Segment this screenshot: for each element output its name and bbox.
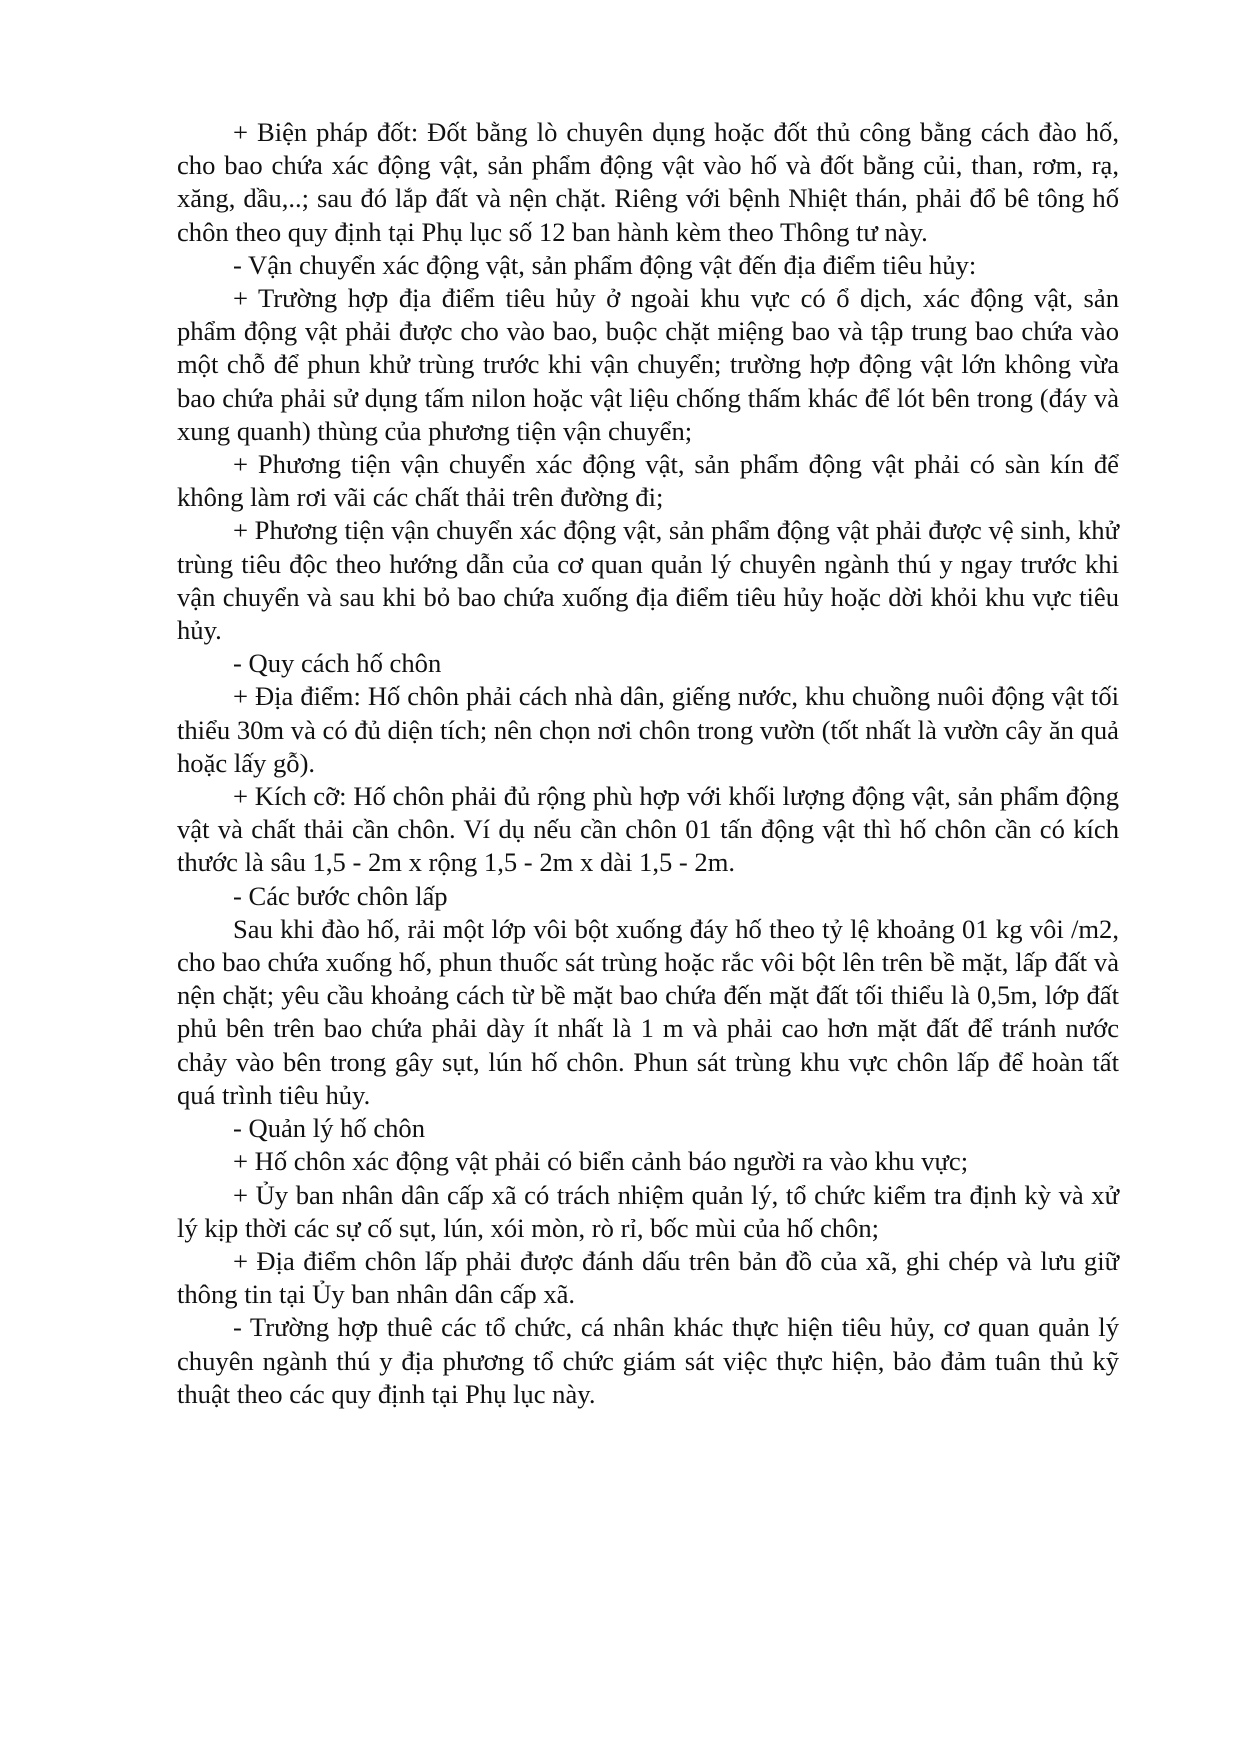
paragraph-map-marking: + Địa điểm chôn lấp phải được đánh dấu trên bản đồ của xã, ghi chép và lưu giữ thông tin tại Ủy ban nhân dân cấp xã.	[177, 1245, 1119, 1310]
paragraph-burial-steps-heading: - Các bước chôn lấp	[233, 880, 448, 911]
paragraph-vehicle-disinfection: + Phương tiện vận chuyển xác động vật, sản phẩm động vật phải được vệ sinh, khử trùng tiêu độc theo hướng dẫn của cơ quan quản lý chuyên ngành thú y ngay trước khi vận chuyển và sau khi bỏ bao chứa xuống địa điểm tiêu hủy hoặc dời khỏi khu vực tiêu hủy.	[177, 515, 1119, 646]
paragraph-transport-outside-area: + Trường hợp địa điểm tiêu hủy ở ngoài khu vực có ổ dịch, xác động vật, sản phẩm động vật phải được cho vào bao, buộc chặt miệng bao và tập trung bao chứa vào một chỗ để phun khử trùng trước khi vận chuyển; trường hợp động vật lớn không vừa bao chứa phải sử dụng tấm nilon hoặc vật liệu chống thấm khác để lót bên trong (đáy và xung quanh) thùng của phương tiện vận chuyển;	[177, 283, 1119, 446]
paragraph-vehicle-sealed-floor: + Phương tiện vận chuyển xác động vật, sản phẩm động vật phải có sàn kín để không làm rơi vãi các chất thải trên đường đi;	[177, 449, 1119, 513]
paragraph-warning-sign: + Hố chôn xác động vật phải có biển cảnh báo người ra vào khu vực;	[233, 1146, 969, 1177]
paragraph-burial-steps: Sau khi đào hố, rải một lớp vôi bột xuống đáy hố theo tỷ lệ khoảng 01 kg vôi /m2, cho bao chứa xuống hố, phun thuốc sát trùng hoặc rắc vôi bột lên trên bề mặt, lấp đất và nện chặt; yêu cầu khoảng cách từ bề mặt bao chứa đến mặt đất tối thiểu là 0,5m, lớp đất phủ bên trên bao chứa phải dày ít nhất là 1 m và phải cao hơn mặt đất để tránh nước chảy vào bên trong gây sụt, lún hố chôn. Phun sát trùng khu vực chôn lấp để hoàn tất quá trình tiêu hủy.	[177, 913, 1119, 1110]
document-page	[177, 116, 1119, 1411]
paragraph-pit-location: + Địa điểm: Hố chôn phải cách nhà dân, giếng nước, khu chuồng nuôi động vật tối thiểu 30m và có đủ diện tích; nên chọn nơi chôn trong vườn (tốt nhất là vườn cây ăn quả hoặc lấy gỗ).	[177, 681, 1119, 778]
paragraph-outsourcing-supervision: - Trường hợp thuê các tổ chức, cá nhân khác thực hiện tiêu hủy, cơ quan quản lý chuyên ngành thú y địa phương tổ chức giám sát việc thực hiện, bảo đảm tuân thủ kỹ thuật theo các quy định tại Phụ lục này.	[177, 1312, 1119, 1409]
paragraph-pit-management-heading: - Quản lý hố chôn	[233, 1113, 426, 1144]
paragraph-burning-method: + Biện pháp đốt: Đốt bằng lò chuyên dụng hoặc đốt thủ công bằng cách đào hố, cho bao chứa xác động vật, sản phẩm động vật vào hố và đốt bằng củi, than, rơm, rạ, xăng, dầu,..; sau đó lắp đất và nện chặt. Riêng với bệnh Nhiệt thán, phải đổ bê tông hố chôn theo quy định tại Phụ lục số 12 ban hành kèm theo Thông tư này.	[177, 117, 1119, 247]
paragraph-pit-specification-heading: - Quy cách hố chôn	[233, 648, 442, 679]
paragraph-transport-heading: - Vận chuyển xác động vật, sản phẩm động vật đến địa điểm tiêu hủy:	[233, 249, 977, 280]
paragraph-commune-responsibility: + Ủy ban nhân dân cấp xã có trách nhiệm quản lý, tổ chức kiểm tra định kỳ và xử lý kịp thời các sự cố sụt, lún, xói mòn, rò rỉ, bốc mùi của hố chôn;	[177, 1179, 1119, 1243]
paragraph-pit-size: + Kích cỡ: Hố chôn phải đủ rộng phù hợp với khối lượng động vật, sản phẩm động vật và chất thải cần chôn. Ví dụ nếu cần chôn 01 tấn động vật thì hố chôn cần có kích thước là sâu 1,5 - 2m x rộng 1,5 - 2m x dài 1,5 - 2m.	[177, 781, 1119, 878]
